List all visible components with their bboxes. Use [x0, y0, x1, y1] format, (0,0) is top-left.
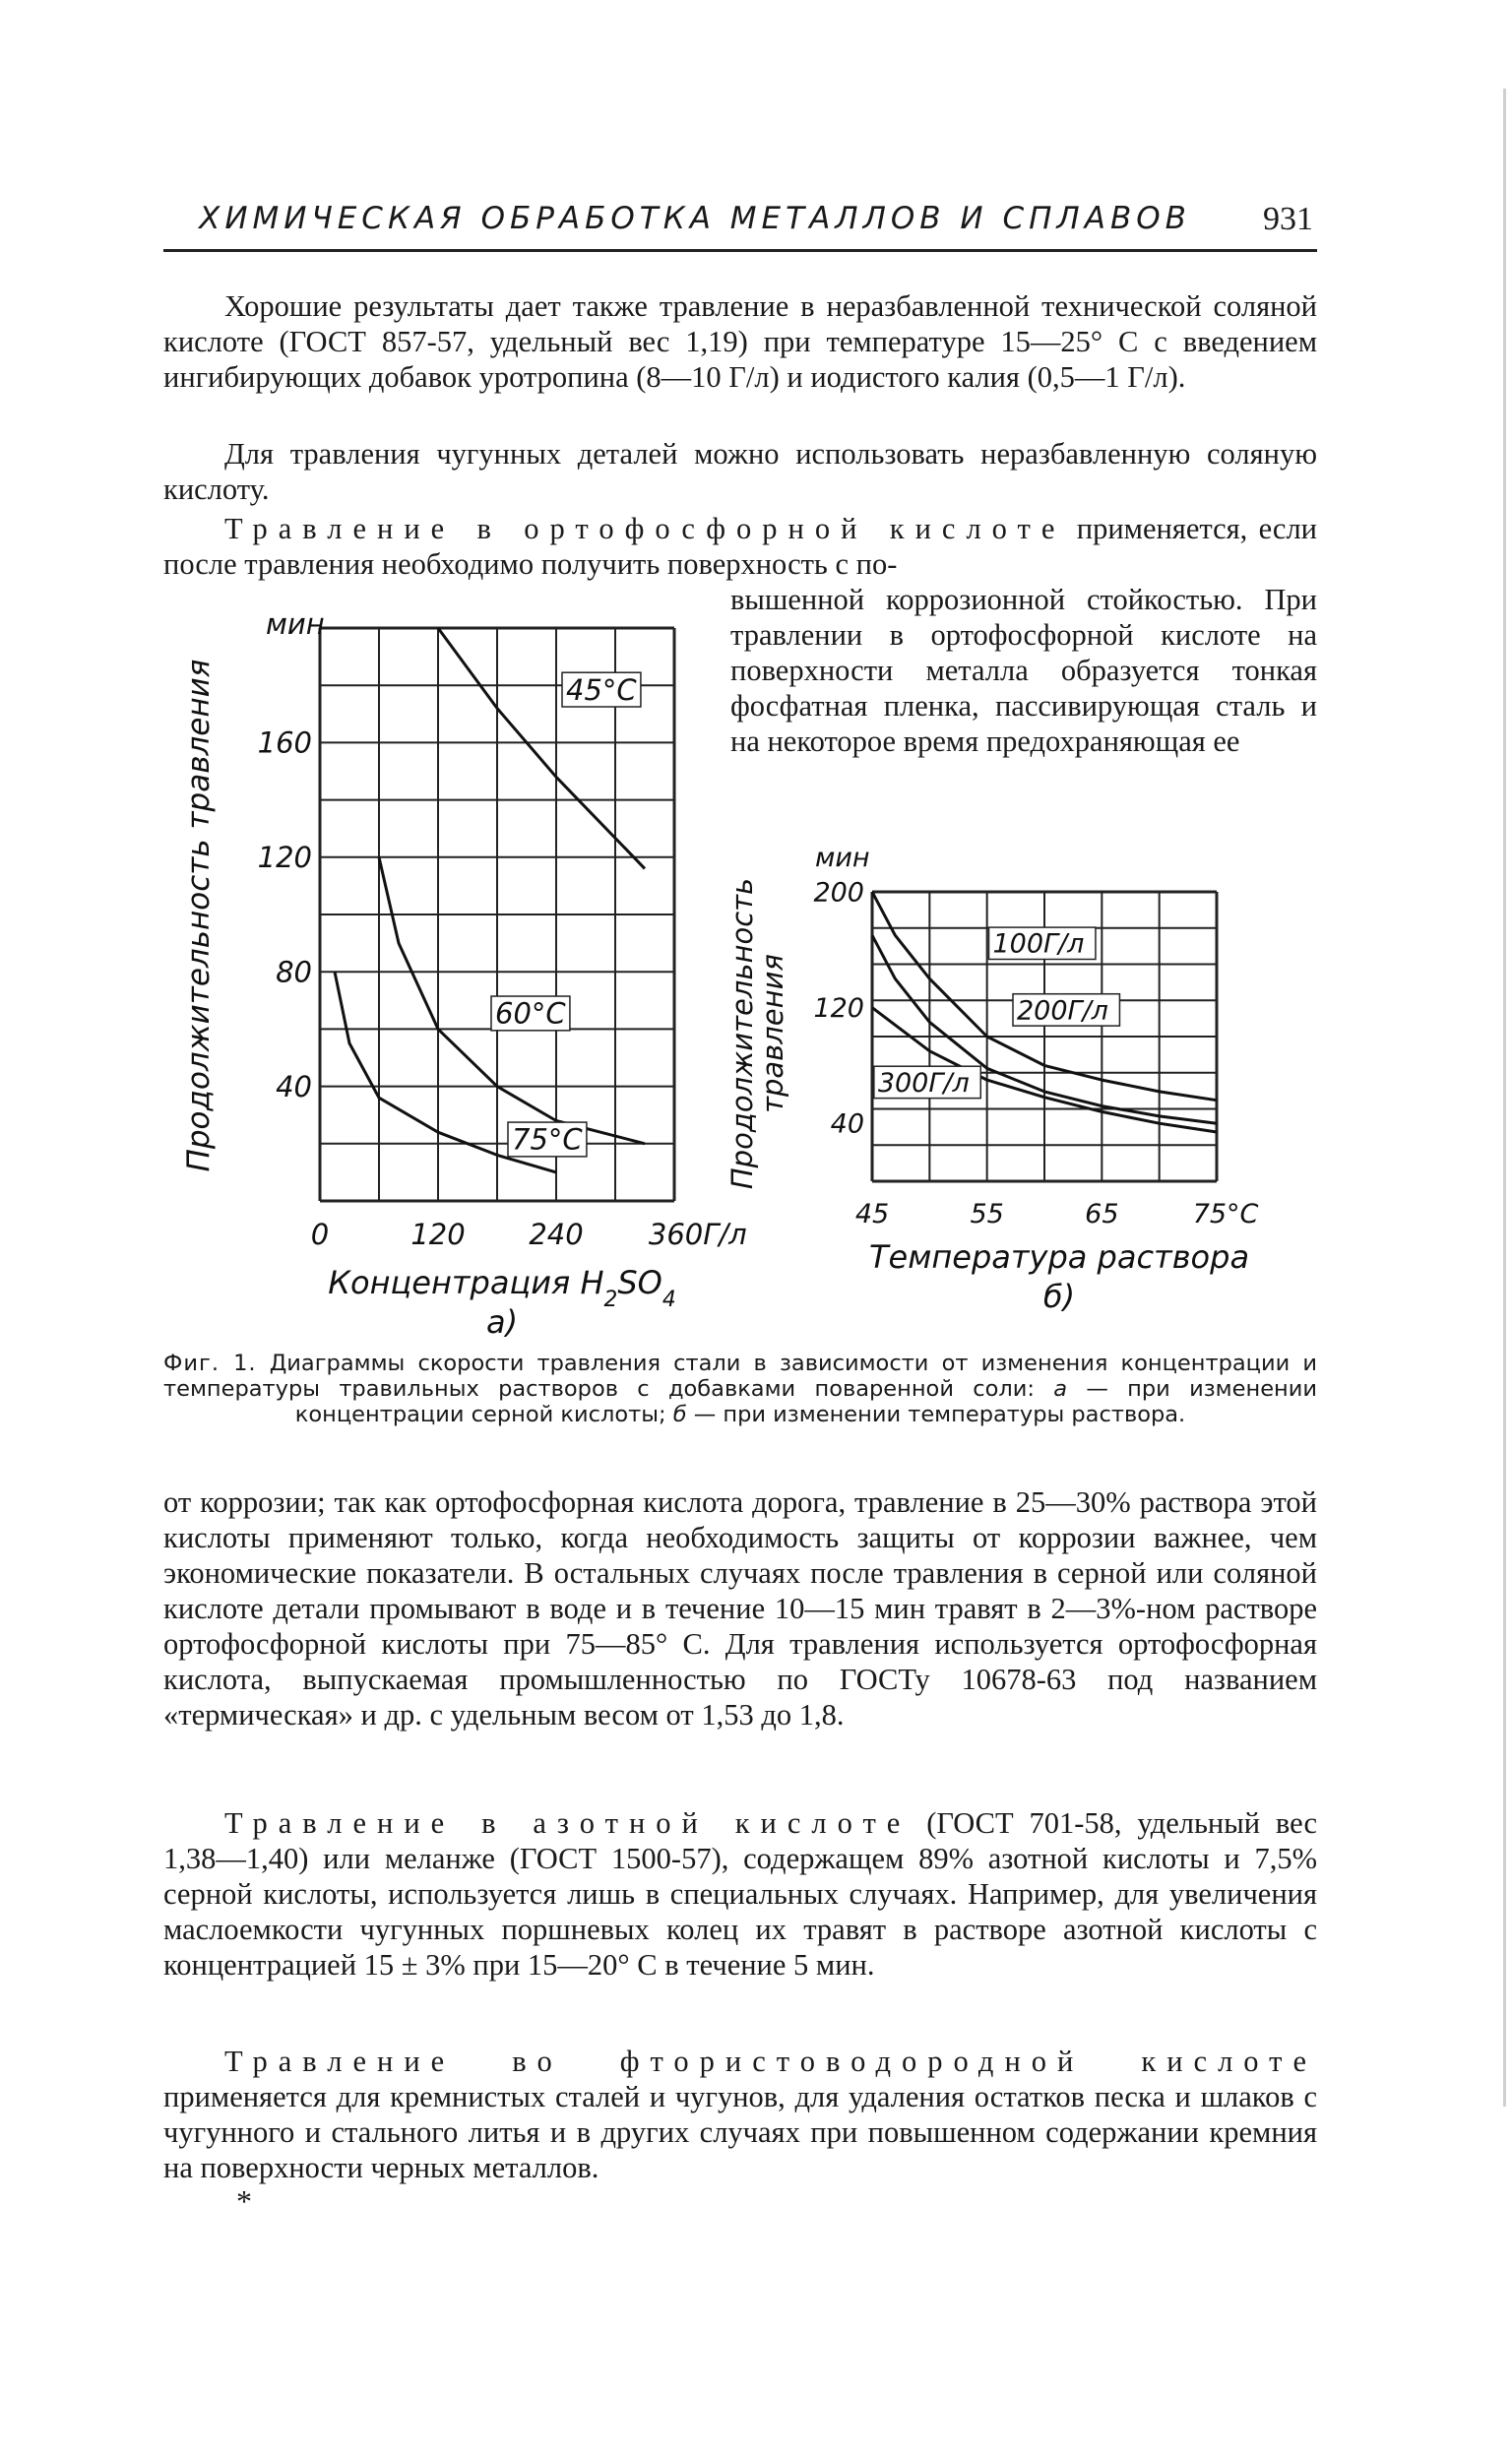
chart-b-x-tick: 75°С: [1192, 1199, 1259, 1229]
chart-b-panel-label: б): [1042, 1278, 1076, 1315]
chart-a-y-unit: мин: [266, 607, 325, 641]
paragraph-6: [163, 2044, 1317, 2185]
chart-a-y-label: Продолжительность травления: [181, 659, 217, 1172]
chart-a-x-tick: 0: [310, 1218, 330, 1251]
paragraph-3-line-rest: применяется, если после травления необходимо получить поверхность с по-: [163, 512, 1317, 581]
chart-a-series-label: 75°С: [512, 1122, 583, 1157]
chart-b-y-unit: мин: [815, 843, 870, 873]
chart-b-series-label: 200Г/л: [1017, 995, 1108, 1027]
chart-a-series-line: [438, 628, 645, 868]
chart-b-series-label: 300Г/л: [877, 1067, 970, 1099]
running-header: [163, 193, 1313, 244]
header-rule: [163, 249, 1317, 252]
chart-a: [177, 591, 747, 1341]
chart-b-x-tick: 65: [1085, 1199, 1119, 1229]
chart-a-x-tick: 120: [410, 1218, 466, 1251]
caption-a-text: — при изменении концентрации серной кислоты;: [294, 1376, 1317, 1427]
caption-text: Диаграммы скорости травления стали в зависимости от изменения концентрации и температуры травильных растворов с добавками поваренной соли:: [163, 1351, 1317, 1402]
paragraph-5: [163, 1805, 1317, 1983]
term-nitric: Травление в азотной кислоте: [224, 1806, 912, 1840]
footer-asterisk: *: [236, 2183, 252, 2219]
page-number: 931: [1263, 201, 1313, 237]
running-title: ХИМИЧЕСКАЯ ОБРАБОТКА МЕТАЛЛОВ И СПЛАВОВ: [199, 201, 1191, 236]
chart-a-y-tick: 80: [276, 955, 312, 989]
page-edge-line: [1503, 89, 1506, 2107]
chart-b-series-label: 100Г/л: [992, 928, 1085, 960]
chart-b: [725, 843, 1319, 1339]
term-orthophosphoric: Травление в ортофосфорной кислоте: [224, 512, 1066, 545]
paragraph-2: Для травления чугунных деталей можно использовать неразбавленную соляную кислоту.: [163, 437, 1317, 506]
chart-a-x-label-part: 4: [662, 1287, 676, 1312]
caption-lead: Фиг. 1.: [163, 1351, 257, 1376]
chart-a-y-tick: 40: [276, 1069, 312, 1103]
caption-a-letter: а: [1053, 1376, 1068, 1402]
chart-a-series-label: 45°С: [566, 672, 637, 707]
chart-a-x-label-part: SO: [617, 1264, 662, 1301]
paragraph-3-side: вышенной коррозионной стойкостью. При травлении в ортофосфорной кислоте на поверхности металла образуется тонкая фосфатная пленка, пассивирующая сталь и на некоторое время предохраняющая ее: [730, 583, 1317, 758]
paragraph-5-rest: (ГОСТ 701-58, удельный вес 1,38—1,40) или меланже (ГОСТ 1500-57), содержащем 89% азотной кислоты и 7,5% серной кислоты, используется лишь в специальных случаях. Например, для увеличения маслоемкости чугунных поршневых колец их травят в растворе азотной кислоты с концентрацией 15 ± 3% при 15—20° С в течение 5 мин.: [163, 1806, 1317, 1982]
chart-a-y-tick: 160: [257, 725, 312, 760]
chart-a-y-tick: 120: [257, 840, 312, 874]
chart-a-x-label: Концентрация $H_2SO_4$: [328, 1264, 676, 1312]
chart-b-y-label: травления: [756, 954, 790, 1113]
paragraph-4: от коррозии; так как ортофосфорная кислота дорога, травление в 25—30% раствора этой кислоты применяют только, когда необходимость защиты от коррозии важнее, чем экономические показатели. В остальных случаях после травления в серной или соляной кислоте детали промывают в воде и в течение 10—15 мин травят в 2—3%-ном растворе ортофосфорной кислоты при 75—85° С. Для травления используется ортофосфорная кислота, выпускаемая промышленностью по ГОСТу 10678-63 под названием «термическая» и др. с удельным весом от 1,53 до 1,8.: [163, 1485, 1317, 1732]
chart-a-x-tick: 360Г/л: [648, 1218, 747, 1251]
chart-b-y-tick: 120: [813, 993, 864, 1025]
term-hydrofluoric: Травление во фтористоводородной кислоте: [224, 2045, 1317, 2078]
chart-a-x-label-part: 2: [603, 1287, 618, 1312]
paragraph-3-lead: [163, 511, 1317, 582]
chart-b-x-label: Температура раствора: [868, 1238, 1250, 1276]
chart-b-y-label: Продолжительность: [725, 877, 759, 1190]
chart-b-x-tick: 55: [970, 1199, 1004, 1229]
caption-b-text: — при изменении температуры раствора.: [686, 1402, 1186, 1427]
chart-a-series-label: 60°С: [495, 996, 566, 1031]
caption-b-letter: б: [672, 1402, 687, 1427]
figure-caption: [163, 1351, 1317, 1427]
chart-b-y-tick: 200: [813, 877, 864, 909]
chart-a-x-unit: Г/л: [703, 1218, 747, 1251]
chart-b-y-tick: 40: [830, 1108, 864, 1140]
chart-b-x-unit: °С: [1227, 1199, 1259, 1229]
chart-a-x-tick: 240: [529, 1218, 584, 1251]
paragraph-1: Хорошие результаты дает также травление в неразбавленной технической соляной кислоте (ГОСТ 857-57, удельный вес 1,19) при температуре 15—25° С с введением ингибирующих добавок уротропина (8—10 Г/л) и иодистого калия (0,5—1 Г/л).: [163, 289, 1317, 394]
paragraph-6-rest: применяется для кремнистых сталей и чугунов, для удаления остатков песка и шлаков с чугунного и стального литья и в других случаях при повышенном содержании кремния на поверхности черных металлов.: [163, 2080, 1317, 2184]
chart-a-panel-label: а): [485, 1303, 519, 1341]
chart-b-x-tick: 45: [854, 1199, 890, 1229]
